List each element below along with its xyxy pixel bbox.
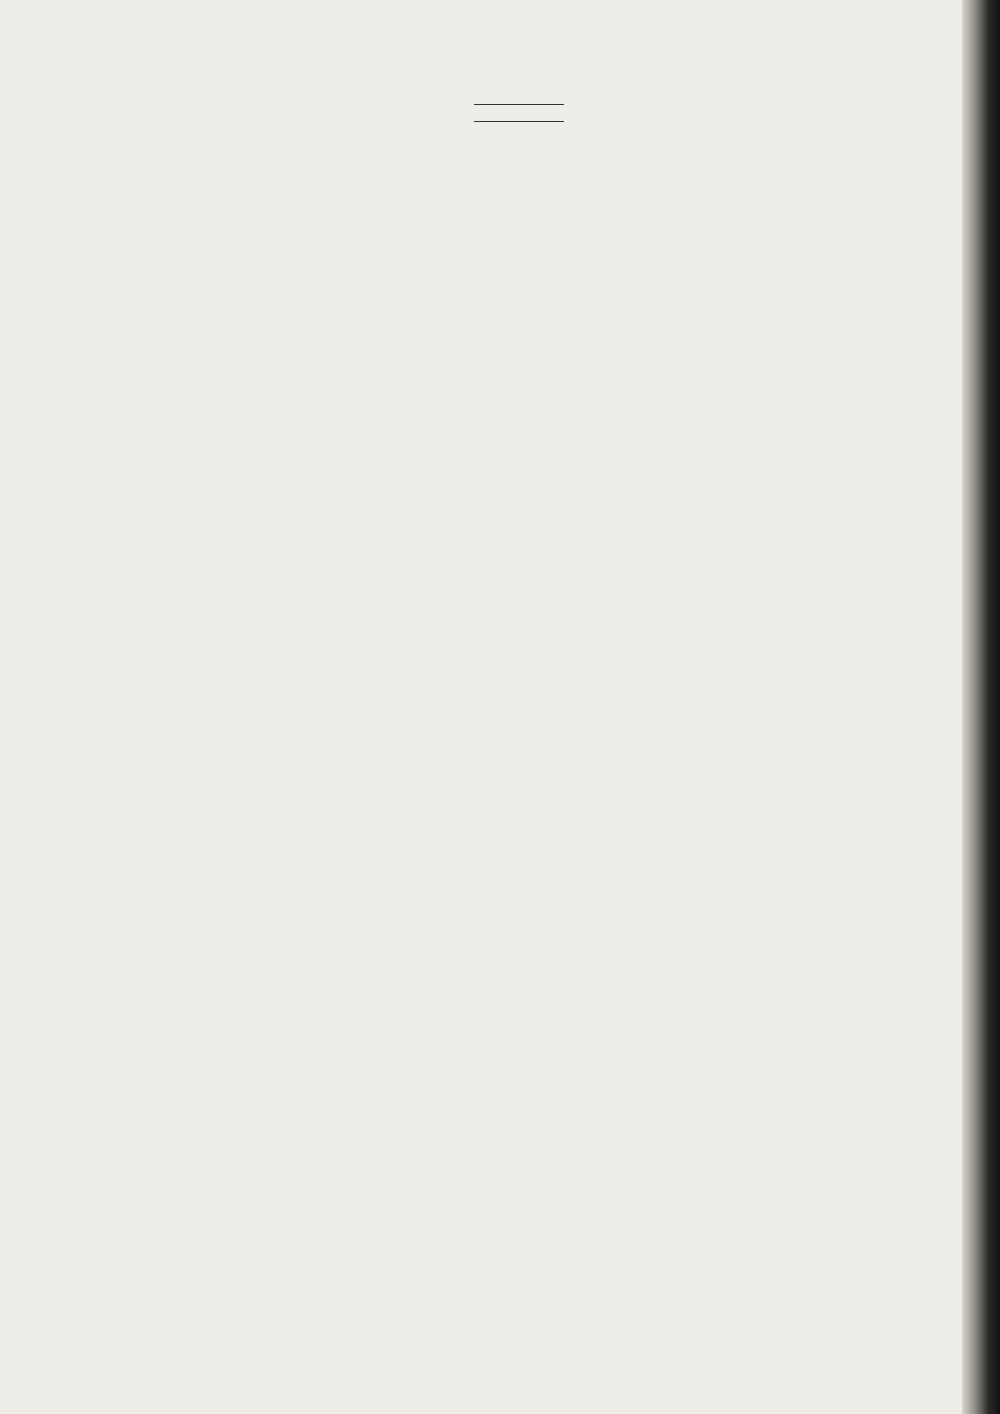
section-divider — [474, 104, 564, 105]
page-content — [100, 58, 938, 134]
page-header — [100, 58, 938, 88]
book-binding-shadow — [962, 0, 1000, 1414]
section-divider — [474, 121, 564, 122]
